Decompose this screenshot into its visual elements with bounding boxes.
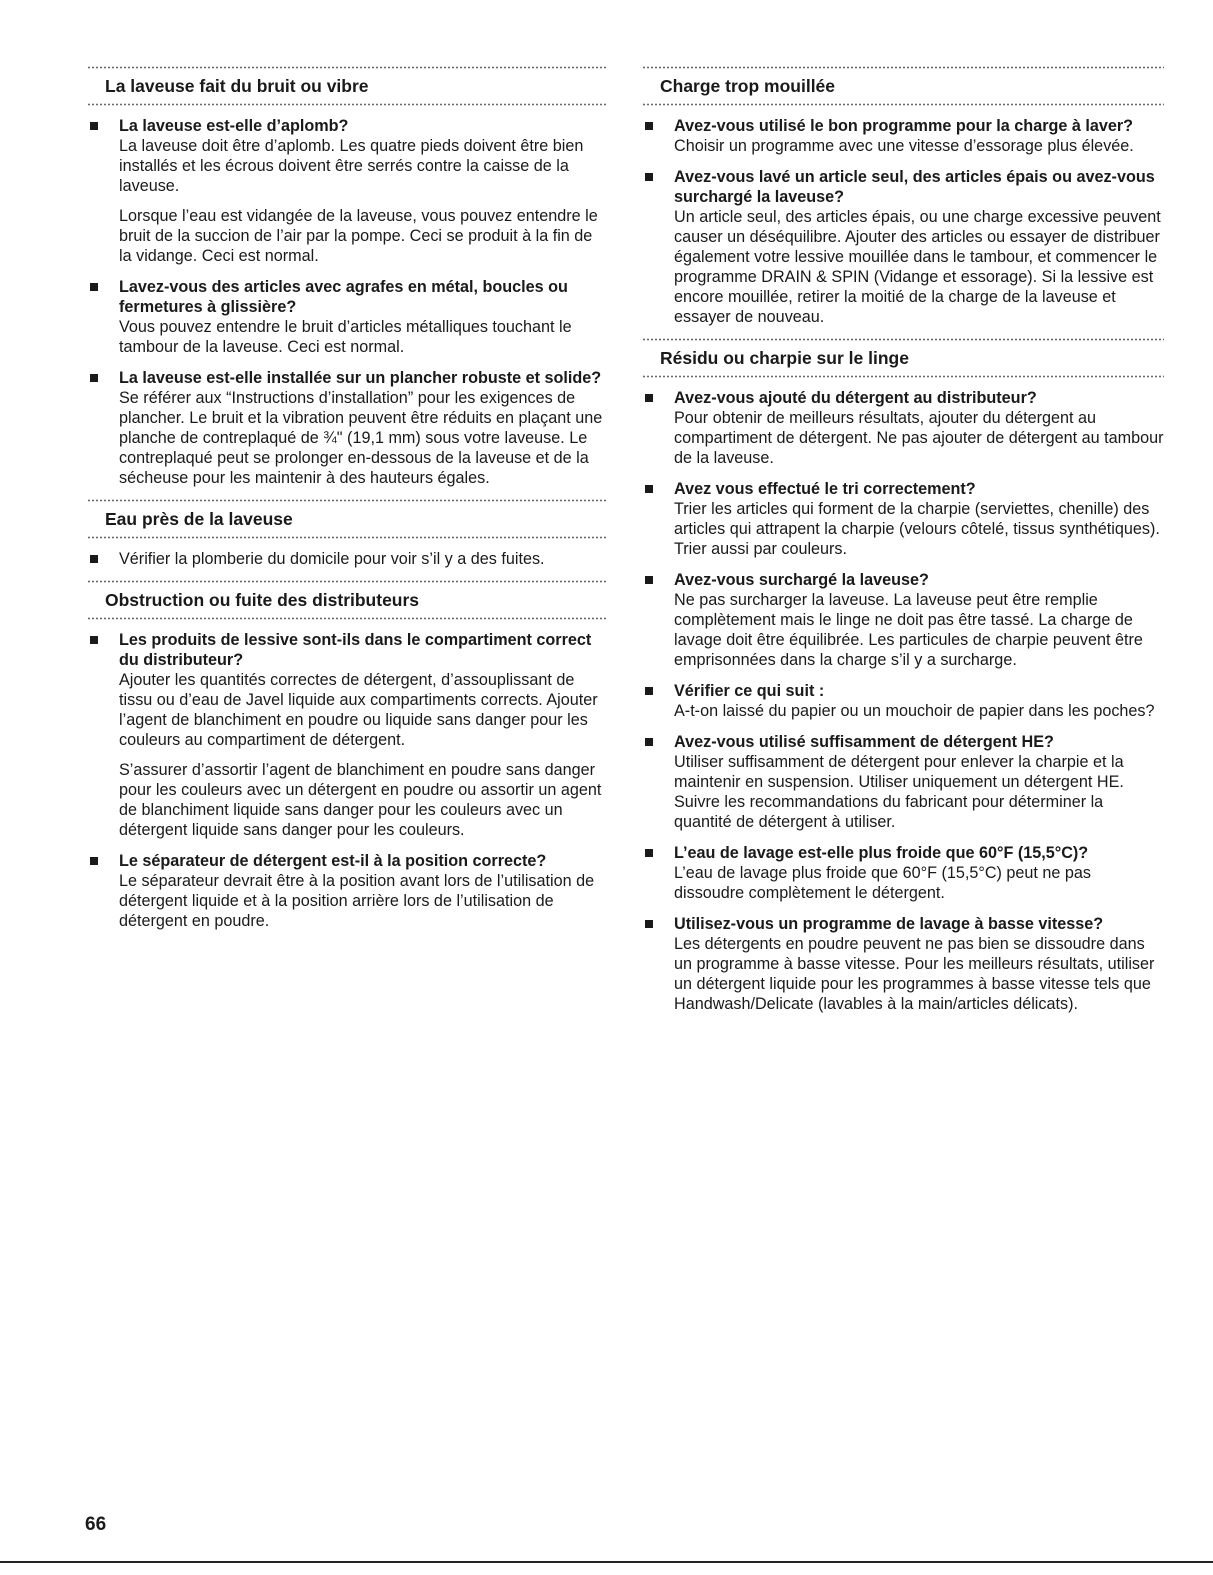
troubleshooting-item <box>642 388 1164 468</box>
section-items <box>87 549 607 569</box>
troubleshooting-item <box>642 914 1164 1014</box>
item-answer: L’eau de lavage plus froide que 60°F (15,5°C) peut ne pas dissoudre complètement le détergent. <box>674 864 1092 902</box>
item-answer: Ajouter les quantités correctes de détergent, d’assouplissant de tissu ou d’eau de Javel liquide aux compartiments corrects. Ajouter l’agent de blanchiment en poudre ou liquide sans danger pour les couleurs au compartiment de détergent. <box>119 671 598 749</box>
section-items <box>87 116 607 488</box>
square-bullet-icon <box>645 485 653 493</box>
troubleshooting-item <box>642 681 1164 721</box>
page-number: 66 <box>85 1514 107 1535</box>
item-answer: Un article seul, des articles épais, ou une charge excessive peuvent causer un déséquilibre. Ajouter des articles ou essayer de distribuer également votre lessive mouillée dans le tambour, et commencer le programme DRAIN & SPIN (Vidange et essorage). Si la lessive est encore mouillée, retirer la moitié de la charge de la laveuse et essayer de nouveau. <box>674 208 1161 326</box>
dotted-rule-bottom <box>87 103 607 106</box>
section-items <box>87 630 607 931</box>
item-question: La laveuse est-elle d’aplomb? <box>119 117 349 135</box>
bottom-rule <box>0 1561 1213 1563</box>
square-bullet-icon <box>90 374 98 382</box>
section-heading: Résidu ou charpie sur le linge <box>660 348 909 368</box>
troubleshooting-item <box>642 167 1164 327</box>
item-question: Utilisez-vous un programme de lavage à basse vitesse? <box>674 915 1104 933</box>
troubleshooting-item <box>642 732 1164 832</box>
troubleshooting-item <box>87 277 607 357</box>
section-items <box>642 388 1164 1014</box>
right-column <box>642 66 1164 1025</box>
troubleshooting-item <box>87 549 607 569</box>
item-question: Le séparateur de détergent est-il à la position correcte? <box>119 852 547 870</box>
square-bullet-icon <box>90 636 98 644</box>
item-answer: La laveuse doit être d’aplomb. Les quatre pieds doivent être bien installés et les écrous doivent être serrés contre la caisse de la laveuse. <box>119 137 584 195</box>
dotted-rule-bottom <box>642 375 1164 378</box>
square-bullet-icon <box>645 122 653 130</box>
troubleshooting-item <box>642 116 1164 156</box>
item-question: Avez-vous ajouté du détergent au distributeur? <box>674 389 1037 407</box>
item-question: Avez-vous utilisé le bon programme pour la charge à laver? <box>674 117 1134 135</box>
section-items <box>642 116 1164 327</box>
square-bullet-icon <box>90 857 98 865</box>
item-answer: Lorsque l’eau est vidangée de la laveuse, vous pouvez entendre le bruit de la succion de l’air par la pompe. Ceci se produit à la fin de la vidange. Ceci est normal. <box>119 207 598 265</box>
troubleshooting-section <box>642 66 1164 327</box>
troubleshooting-item <box>642 570 1164 670</box>
item-question: La laveuse est-elle installée sur un plancher robuste et solide? <box>119 369 602 387</box>
item-answer: Vous pouvez entendre le bruit d’articles métalliques touchant le tambour de la laveuse. Ceci est normal. <box>119 318 572 356</box>
troubleshooting-section <box>87 499 607 569</box>
square-bullet-icon <box>90 283 98 291</box>
square-bullet-icon <box>645 394 653 402</box>
dotted-rule-bottom <box>87 617 607 620</box>
item-answer: Choisir un programme avec une vitesse d’essorage plus élevée. <box>674 137 1134 155</box>
troubleshooting-item <box>642 843 1164 903</box>
square-bullet-icon <box>645 173 653 181</box>
item-answer: Utiliser suffisamment de détergent pour enlever la charpie et la maintenir en suspension. Utiliser uniquement un détergent HE. Suivre les recommandations du fabricant pour déterminer la quantité de détergent à utiliser. <box>674 753 1124 831</box>
item-question: L’eau de lavage est-elle plus froide que 60°F (15,5°C)? <box>674 844 1089 862</box>
square-bullet-icon <box>645 738 653 746</box>
left-column <box>87 66 607 942</box>
item-answer: Les détergents en poudre peuvent ne pas bien se dissoudre dans un programme à basse vitesse. Pour les meilleurs résultats, utiliser un détergent liquide pour les programmes à basse vitesse tels que Handwash/Delicate (lavables à la main/articles délicats). <box>674 935 1155 1013</box>
troubleshooting-item <box>87 630 607 840</box>
section-heading: La laveuse fait du bruit ou vibre <box>105 76 369 96</box>
troubleshooting-section <box>87 66 607 488</box>
item-answer: Ne pas surcharger la laveuse. La laveuse peut être remplie complètement mais le linge ne doit pas être tassé. La charge de lavage doit être équilibrée. Les particules de charpie peuvent être emprisonnées dans la charge s’il y a surcharge. <box>674 591 1143 669</box>
item-question: Les produits de lessive sont-ils dans le compartiment correct du distributeur? <box>119 631 592 669</box>
item-question: Avez-vous surchargé la laveuse? <box>674 571 929 589</box>
section-heading: Obstruction ou fuite des distributeurs <box>105 590 420 610</box>
troubleshooting-section <box>87 580 607 931</box>
square-bullet-icon <box>645 920 653 928</box>
item-question: Vérifier ce qui suit : <box>674 682 825 700</box>
item-answer: Le séparateur devrait être à la position avant lors de l’utilisation de détergent liquide et à la position arrière lors de l’utilisation de détergent en poudre. <box>119 872 595 930</box>
square-bullet-icon <box>645 849 653 857</box>
item-answer: S’assurer d’assortir l’agent de blanchiment en poudre sans danger pour les couleurs avec un détergent en poudre ou assortir un agent de blanchiment liquide sans danger pour les couleurs avec un détergent liquide sans danger pour les couleurs. <box>119 761 602 839</box>
square-bullet-icon <box>645 576 653 584</box>
troubleshooting-item <box>87 368 607 488</box>
item-answer: Pour obtenir de meilleurs résultats, ajouter du détergent au compartiment de détergent. Ne pas ajouter de détergent au tambour de la laveuse. <box>674 409 1164 467</box>
square-bullet-icon <box>90 555 98 563</box>
dotted-rule-bottom <box>87 536 607 539</box>
troubleshooting-item <box>642 479 1164 559</box>
dotted-rule-bottom <box>642 103 1164 106</box>
item-question: Avez-vous utilisé suffisamment de détergent HE? <box>674 733 1054 751</box>
item-answer: Trier les articles qui forment de la charpie (serviettes, chenille) des articles qui attrapent la charpie (velours côtelé, tissus synthétiques). Trier aussi par couleurs. <box>674 500 1160 558</box>
item-question: Avez-vous lavé un article seul, des articles épais ou avez-vous surchargé la laveuse? <box>674 168 1155 206</box>
square-bullet-icon <box>90 122 98 130</box>
item-answer: Se référer aux “Instructions d’installation” pour les exigences de plancher. Le bruit et la vibration peuvent être réduits en plaçant une planche de contreplaqué de ¾" (19,1 mm) sous votre laveuse. Le contreplaqué peut se prolonger en-dessous de la laveuse et de la sécheuse pour les maintenir à des hauteurs égales. <box>119 389 603 487</box>
troubleshooting-item <box>87 851 607 931</box>
item-answer: Vérifier la plomberie du domicile pour voir s’il y a des fuites. <box>119 550 545 568</box>
troubleshooting-item <box>87 116 607 266</box>
square-bullet-icon <box>645 687 653 695</box>
section-heading: Eau près de la laveuse <box>105 509 293 529</box>
item-question: Avez vous effectué le tri correctement? <box>674 480 976 498</box>
troubleshooting-section <box>642 338 1164 1014</box>
section-heading: Charge trop mouillée <box>660 76 836 96</box>
item-answer: A-t-on laissé du papier ou un mouchoir de papier dans les poches? <box>674 702 1155 720</box>
item-question: Lavez-vous des articles avec agrafes en métal, boucles ou fermetures à glissière? <box>119 278 568 316</box>
